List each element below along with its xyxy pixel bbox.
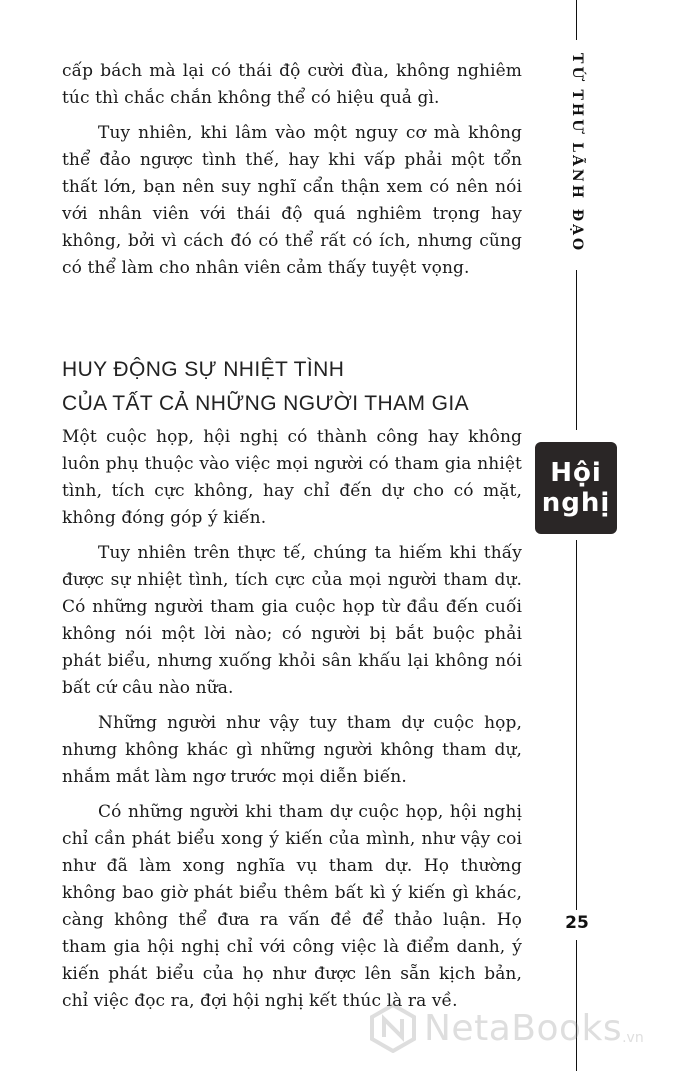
running-title	[562, 46, 592, 261]
section-tab	[535, 442, 617, 534]
side-rule	[576, 0, 577, 40]
paragraph: Một cuộc họp, hội nghị có thành công hay không luôn phụ thuộc vào việc mọi người có tham gia nhiệt tình, tích cực không, hay chỉ đến dự cho có mặt, không đóng góp ý kiến.	[62, 427, 522, 528]
watermark	[368, 1000, 644, 1056]
paragraph: Có những người khi tham dự cuộc họp, hội nghị chỉ cần phát biểu xong ý kiến của mình, như vậy coi như đã làm xong nghĩa vụ tham dự. Họ thường không bao giờ phát biểu thêm bất kì ý kiến gì khác, càng không thể đưa ra vấn đề để thảo luận. Họ tham gia hội nghị chỉ với công việc là điểm danh, ý kiến phát biểu của họ như được lên sẵn kịch bản, chỉ việc đọc ra, đợi hội nghị kết thúc là ra về.	[62, 802, 522, 1011]
page-number: 25	[560, 913, 594, 933]
paragraph: Tuy nhiên trên thực tế, chúng ta hiếm khi thấy được sự nhiệt tình, tích cực của mọi người tham dự. Có những người tham gia cuộc họp từ đầu đến cuối không nói một lời nào; có người bị bắt buộc phải phát biểu, nhưng xuống khỏi sân khấu lại không nói bất cứ câu nào nữa.	[62, 543, 522, 698]
netabooks-logo-icon	[368, 1003, 418, 1053]
watermark-text: NetaBooks	[424, 1007, 623, 1049]
continued-text	[62, 58, 522, 282]
watermark-suffix: .vn	[622, 1030, 644, 1046]
paragraph: Tuy nhiên, khi lâm vào một nguy cơ mà không thể đảo ngược tình thế, hay khi vấp phải một tổn thất lớn, bạn nên suy nghĩ cẩn thận xem có nên nói với nhân viên với thái độ quá nghiêm trọng hay không, bởi vì cách đó có thể rất có ích, nhưng cũng có thể làm cho nhân viên cảm thấy tuyệt vọng.	[62, 123, 522, 278]
side-rule	[576, 270, 577, 430]
section-tab-line: nghị	[541, 488, 611, 518]
side-rule	[576, 540, 577, 910]
section-heading	[62, 353, 532, 421]
section-heading-line: HUY ĐỘNG SỰ NHIỆT TÌNH	[62, 358, 345, 382]
section-body	[62, 424, 522, 1015]
section-tab-line: Hội	[550, 458, 602, 488]
paragraph: cấp bách mà lại có thái độ cười đùa, không nghiêm túc thì chắc chắn không thể có hiệu quả gì.	[62, 61, 522, 108]
section-heading-line: CỦA TẤT CẢ NHỮNG NGƯỜI THAM GIA	[62, 392, 469, 416]
running-title-text: TỨ THƯ LÃNH ĐẠO	[569, 53, 585, 254]
paragraph: Những người như vậy tuy tham dự cuộc họp, nhưng không khác gì những người không tham dự, nhắm mắt làm ngơ trước mọi diễn biến.	[62, 713, 522, 787]
